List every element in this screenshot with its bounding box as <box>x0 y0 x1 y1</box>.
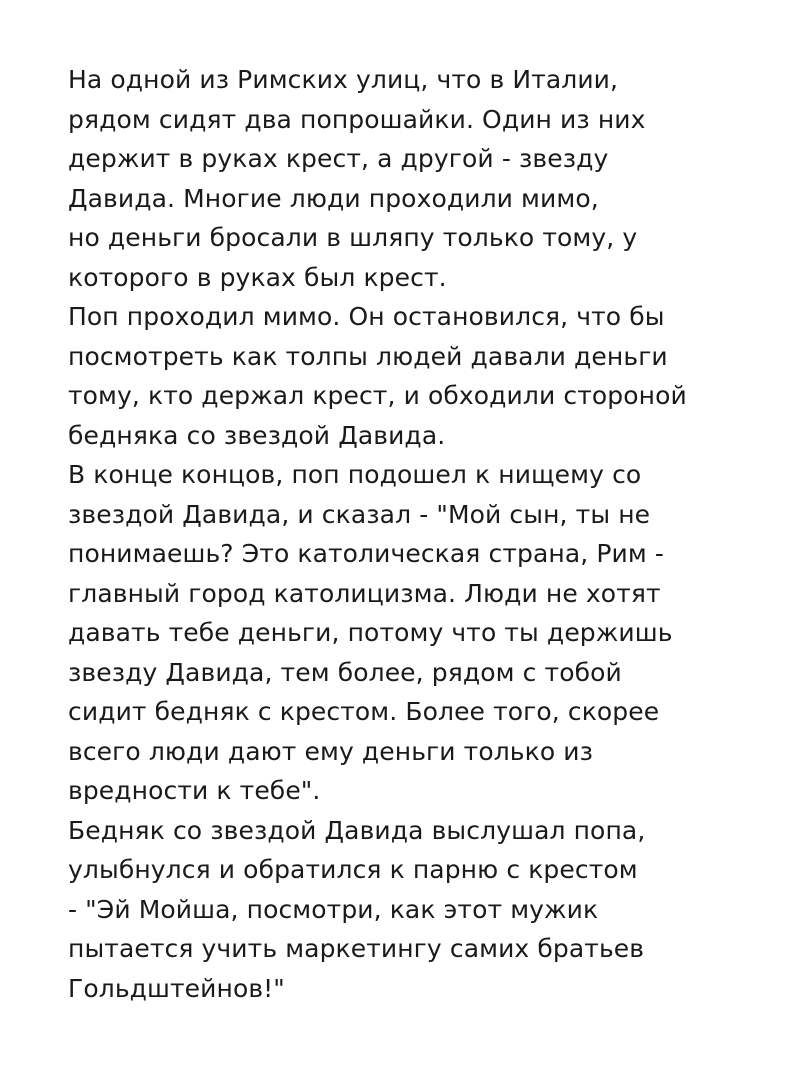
joke-text <box>68 60 768 1008</box>
text-line: бедняка со звездой Давида. <box>68 420 446 450</box>
text-line: которого в руках был крест. <box>68 262 447 292</box>
text-line: пытается учить маркетингу самих братьев <box>68 934 645 963</box>
text-line: рядом сидят два попрошайки. Один из них <box>68 104 646 134</box>
text-line: Поп проходил мимо. Он остановился, что бы <box>68 302 665 331</box>
text-line: - "Эй Мойша, посмотри, как этот мужик <box>68 894 599 924</box>
text-line: звезду Давида, тем более, рядом с тобой <box>68 657 622 687</box>
text-line: тому, кто держал крест, и обходили стороной <box>68 381 687 410</box>
text-line: понимаешь? Это католическая страна, Рим - <box>68 539 664 568</box>
text-line: держит в руках крест, а другой - звезду <box>68 144 609 173</box>
text-line: На одной из Римских улиц, что в Италии, <box>68 65 619 94</box>
text-line: посмотреть как толпы людей давали деньги <box>68 341 668 371</box>
text-line: вредности к тебе". <box>68 776 321 805</box>
text-line: Давида. Многие люди проходили мимо, <box>68 183 599 213</box>
text-line: В конце концов, поп подошел к нищему со <box>68 460 642 489</box>
text-line: звездой Давида, и сказал - "Мой сын, ты не <box>68 499 651 529</box>
text-line: Бедняк со звездой Давида выслушал попа, <box>68 815 646 845</box>
text-line: давать тебе деньги, потому что ты держишь <box>68 618 673 647</box>
text-line: всего люди дают ему деньги только из <box>68 736 594 766</box>
text-line: но деньги бросали в шляпу только тому, у <box>68 223 638 252</box>
text-line: Гольдштейнов!" <box>68 973 285 1003</box>
text-line: главный город католицизма. Люди не хотят <box>68 578 661 608</box>
text-line: улыбнулся и обратился к парню с крестом <box>68 855 638 884</box>
text-line: сидит бедняк с крестом. Более того, скорее <box>68 697 660 726</box>
